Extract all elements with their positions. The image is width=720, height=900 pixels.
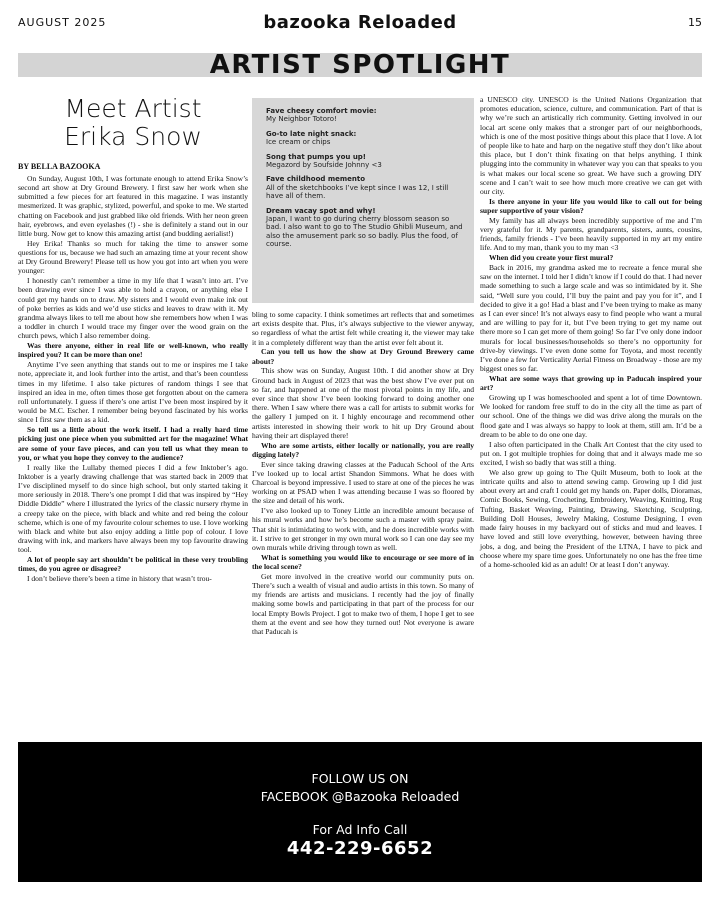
favorite-answer: All of the sketchbooks I’ve kept since I was 12, I still have all of them. [266, 183, 449, 201]
paragraph: Anytime I’ve seen anything that stands out to me or inspires me I take note, appreciate it, and look further into the artist, and that’s been countless times in my lifetime. I also take pictures of random things I see that inspired an idea in me, often times those get forgotten about on the camera roll unfortunately. I guess if there’s one artist I’ve been most inspired by it would be M.C. Escher. I remember being beyond fascinated by his works since I first saw them as a kid. [18, 360, 248, 425]
favorite-answer: Ice cream or chips [266, 138, 331, 147]
section-title: ARTIST SPOTLIGHT [209, 50, 511, 80]
article-title: Meet Artist Erika Snow [64, 94, 202, 151]
favorite-question: Fave childhood memento [266, 175, 366, 184]
favorite-answer: My Neighbor Totoro! [266, 115, 337, 124]
page-number: 15 [688, 16, 702, 29]
favorite-answer: Megazord by Soufside Johnny <3 [266, 160, 382, 169]
favorite-question: Song that pumps you up! [266, 152, 366, 161]
follow-text: FOLLOW US ON [311, 771, 409, 786]
facebook-handle: FACEBOOK @Bazooka Reloaded [260, 789, 460, 804]
paragraph: I also often participated in the Chalk Art Contest that the city used to put on. I got multiple trophies for doing that and it always made me so excited, I wish so badly that was still a thing. [480, 439, 702, 468]
article-column-3 [480, 95, 702, 570]
interview-question: So tell us a little about the work itself. I had a really hard time picking just one piece when you submitted art for the magazine! What are some of your fave pieces, and can you tell us what they mean to you, or what you hope they convey to the audience? [18, 425, 248, 462]
ad-info-text: For Ad Info Call [312, 822, 408, 837]
paragraph: This show was on Sunday, August 10th. I did another show at Dry Ground back in August of 2023 that was the best show I’ve ever put on so far, and happened at one of the most pivotal points in my life, and ever since that show I’ve been looking forward to doing another one there. When I saw where there was a call for artists to submit works for the gallery I jumped on it. I highly encourage and recommend other artists interested in showing their work to hit up Dry Ground about having their art displayed there! [252, 366, 474, 440]
paragraph: I honestly can’t remember a time in my life that I wasn’t into art. I’ve been drawing ever since I was able to hold a crayon, or anything else I could get my hands on to draw. My sisters and I would even make ink out of poke berries as kids and we’d use sticks and leaves to draw with it. My grandma always likes to tell me about how she remembers how when I was a toddler in church I would trace my finger over the wood grain on the church pews, which I also remember doing. [18, 276, 248, 341]
phone-number: 442-229-6652 [286, 838, 434, 859]
byline: BY BELLA BAZOOKA [18, 162, 101, 171]
issue-date: AUGUST 2025 [18, 16, 107, 29]
paragraph: bling to some capacity. I think sometimes art reflects that and sometimes art exists despite that. Plus, it’s always subjective to the viewer anyway, so regardless of what the artist felt while creating it, the viewer may take it in a completely different way than the artist ever felt about it. [252, 310, 474, 347]
interview-question: When did you create your first mural? [489, 253, 614, 263]
paragraph: Get more involved in the creative world our community puts on. There’s such a wealth of visual and audio artists in this town. So many of my friends are artists and musicians. I recently had the joy of finally making some bowls and participating in that part of the process for our local Empty Bowls Project. I got to make two of them, I hope I get to see them at the event and see how they turned out! Not everyone is aware that Paducah is [252, 571, 474, 637]
article-column-2 [252, 310, 474, 637]
paragraph: I really like the Lullaby themed pieces I did a few Inktober’s ago. Inktober is a yearly drawing challenge that was started back in 2009 that I’ve disciplined myself to do since high school, but only started taking it more seriously in 2018. There’s one prompt I did that was inspired by “Hey Diddle Diddle” where I illustrated the lyrics of the classic nursery rhyme in a creepy take on the piece, with black and white and red being the colour scheme, which is one of my favourite colour schemes to use. I love working with black and white but also enjoy adding a little pop of colour. I love drawing with ink, and markers have always been my top favourite drawing tool. [18, 462, 248, 555]
paragraph: Back in 2016, my grandma asked me to recreate a fence mural she saw on the internet. I told her I didn’t know if I could do that. I had never made something to such a large scale and was so intimidated by it. She said, “Well sure you could, I’ll buy the paint and pay you for it”, and I decided to give it a go! Had a blast and I’ve been trying to make as many as I can ever since! It’s not always easy to find people who want a mural and are willing to pay for it, but I’ve been trying to get my name out there more so I can get more of them going! So far I’ve only done indoor murals for local businesses/households so there’s no opportunity for drive-by viewings. I’ve even done some for Toyota, and most recently I’ve done a few for Verticality Aerial Fitness on Broadway - those are my biggest ones so far. [480, 263, 702, 374]
interview-question: What is something you would like to encourage or see more of in the local scene? [252, 552, 474, 572]
publication-logo: bazooka Reloaded [263, 12, 457, 33]
favorite-answer: Japan, I want to go during cherry blossom season so bad. I also want to go to The Studio Ghibli Museum, and also the amusement park so so badly. Plus the food, of course. [266, 214, 463, 249]
column-1-body [18, 174, 248, 584]
footer-ad-box [18, 742, 702, 882]
paragraph: I’ve also looked up to Toney Little an incredible amount because of his mural works and how he’s become such a master with spray paint. That shit is intimidating to work with, and he does incredible works with it. I strive to get stronger in my own mural work so I can one day see my own murals while driving through town as well. [252, 506, 474, 553]
interview-question: A lot of people say art shouldn’t be political in these very troubling times, do you agree or disagree? [18, 555, 248, 574]
paragraph: We also grew up going to The Quilt Museum, both to look at the intricate quilts and also to attend sewing camp. Growing up I did just about every art and craft I could get my hands on. Paper dolls, Dioramas, Comic Books, Sewing, Crocheting, Embroidery, Weaving, Knitting, Rug Tufting, Basket Weaving, Painting, Drawing, Sketching, Sculpting, Building Doll Houses, Jewelry Making, Costume Designing, I even made fairy houses in my backyard out of sticks and mud and leaves. I have loved and still love everything, however, between having three jobs, a dog, and being the President of the LTNA, I have to pick and choose where my spare time goes. Unfortunately no one has the free time of a home-schooled kid as an adult! Or at least I don’t anyway. [480, 467, 702, 569]
paragraph: Hey Erika! Thanks so much for taking the time to answer some questions for us, because we had such an amazing time at your recent show at Dry Ground Brewery! Please tell us how you got into art when you were younger: [18, 238, 248, 276]
paragraph: On Sunday, August 10th, I was fortunate enough to attend Erika Snow’s second art show at Dry Ground Brewery. I first saw her work when she submitted a few pieces for art featured in this magazine. I was instantly mesmerized. It was graphic, stylized, powerful, and spoke to me. We started chatting on Facebook and just grabbed like old friends. With her neon green hair, eyebrows, and even eyelashes (!) - she is definitely a stand out in our little burg. Now get to know this amazing artist (and budding aerialist!) [18, 173, 248, 238]
interview-question: What are some ways that growing up in Paducah inspired your art? [480, 374, 702, 393]
favorite-question: Dream vacay spot and why! [266, 206, 376, 215]
paragraph: a UNESCO city. UNESCO is the United Nations Organization that promotes education, science, culture, and communication. Part of that is why we’re such an artistically rich community. Getting involved in our local art scene only makes that a stronger part of our neighborhoods, which is one of the most positive things about this place that I love. A lot of people like to hate and harp on the negative stuff they don’t like about this place, but I don’t think fixating on that helps anything. I think plugging into the community in whatever way you can that speaks to you is what makes our local scene so great. We have such a growing DIY scene and I can’t wait to see how much more creative we can get with our city. [480, 95, 702, 197]
favorites-box [252, 98, 474, 303]
paragraph: Growing up I was homeschooled and spent a lot of time Downtown. We looked for random free stuff to do in the city all the time as part of our school. One of the things we did was drive along the murals on the flood gate and I was always so happy to look at them, still am. It’d be a dream to be able to do one one day. [480, 393, 702, 439]
interview-question: Can you tell us how the show at Dry Ground Brewery came about? [252, 347, 474, 366]
paragraph: I don’t believe there’s been a time in history that wasn’t trou- [27, 574, 212, 584]
favorite-question: Go-to late night snack: [266, 129, 357, 138]
paragraph: My family has all always been incredibly supportive of me and I’m very grateful for it. My parents, grandparents, sisters, aunts, cousins, friends, family friends - I’ve been heavily supported in my art my entire life. And to my man, thank you to my man <3 [480, 215, 702, 253]
favorite-question: Fave cheesy comfort movie: [266, 107, 377, 115]
interview-question: Is there anyone in your life you would like to call out for being super supportive of your vision? [480, 196, 702, 216]
interview-question: Who are some artists, either locally or nationally, you are really digging lately? [252, 440, 474, 459]
interview-question: Was there anyone, either in real life or well-known, who really inspired you? It can be more than one! [18, 341, 248, 360]
paragraph: Ever since taking drawing classes at the Paducah School of the Arts I’ve looked up to local artist Shandon Simmons. What he does with Charcoal is beyond impressive. I used to stare at one of the pieces he was working on at PSAD when I was attending because I was so floored by the size and detail of his work. [252, 459, 474, 506]
article-column-1 [18, 95, 248, 584]
